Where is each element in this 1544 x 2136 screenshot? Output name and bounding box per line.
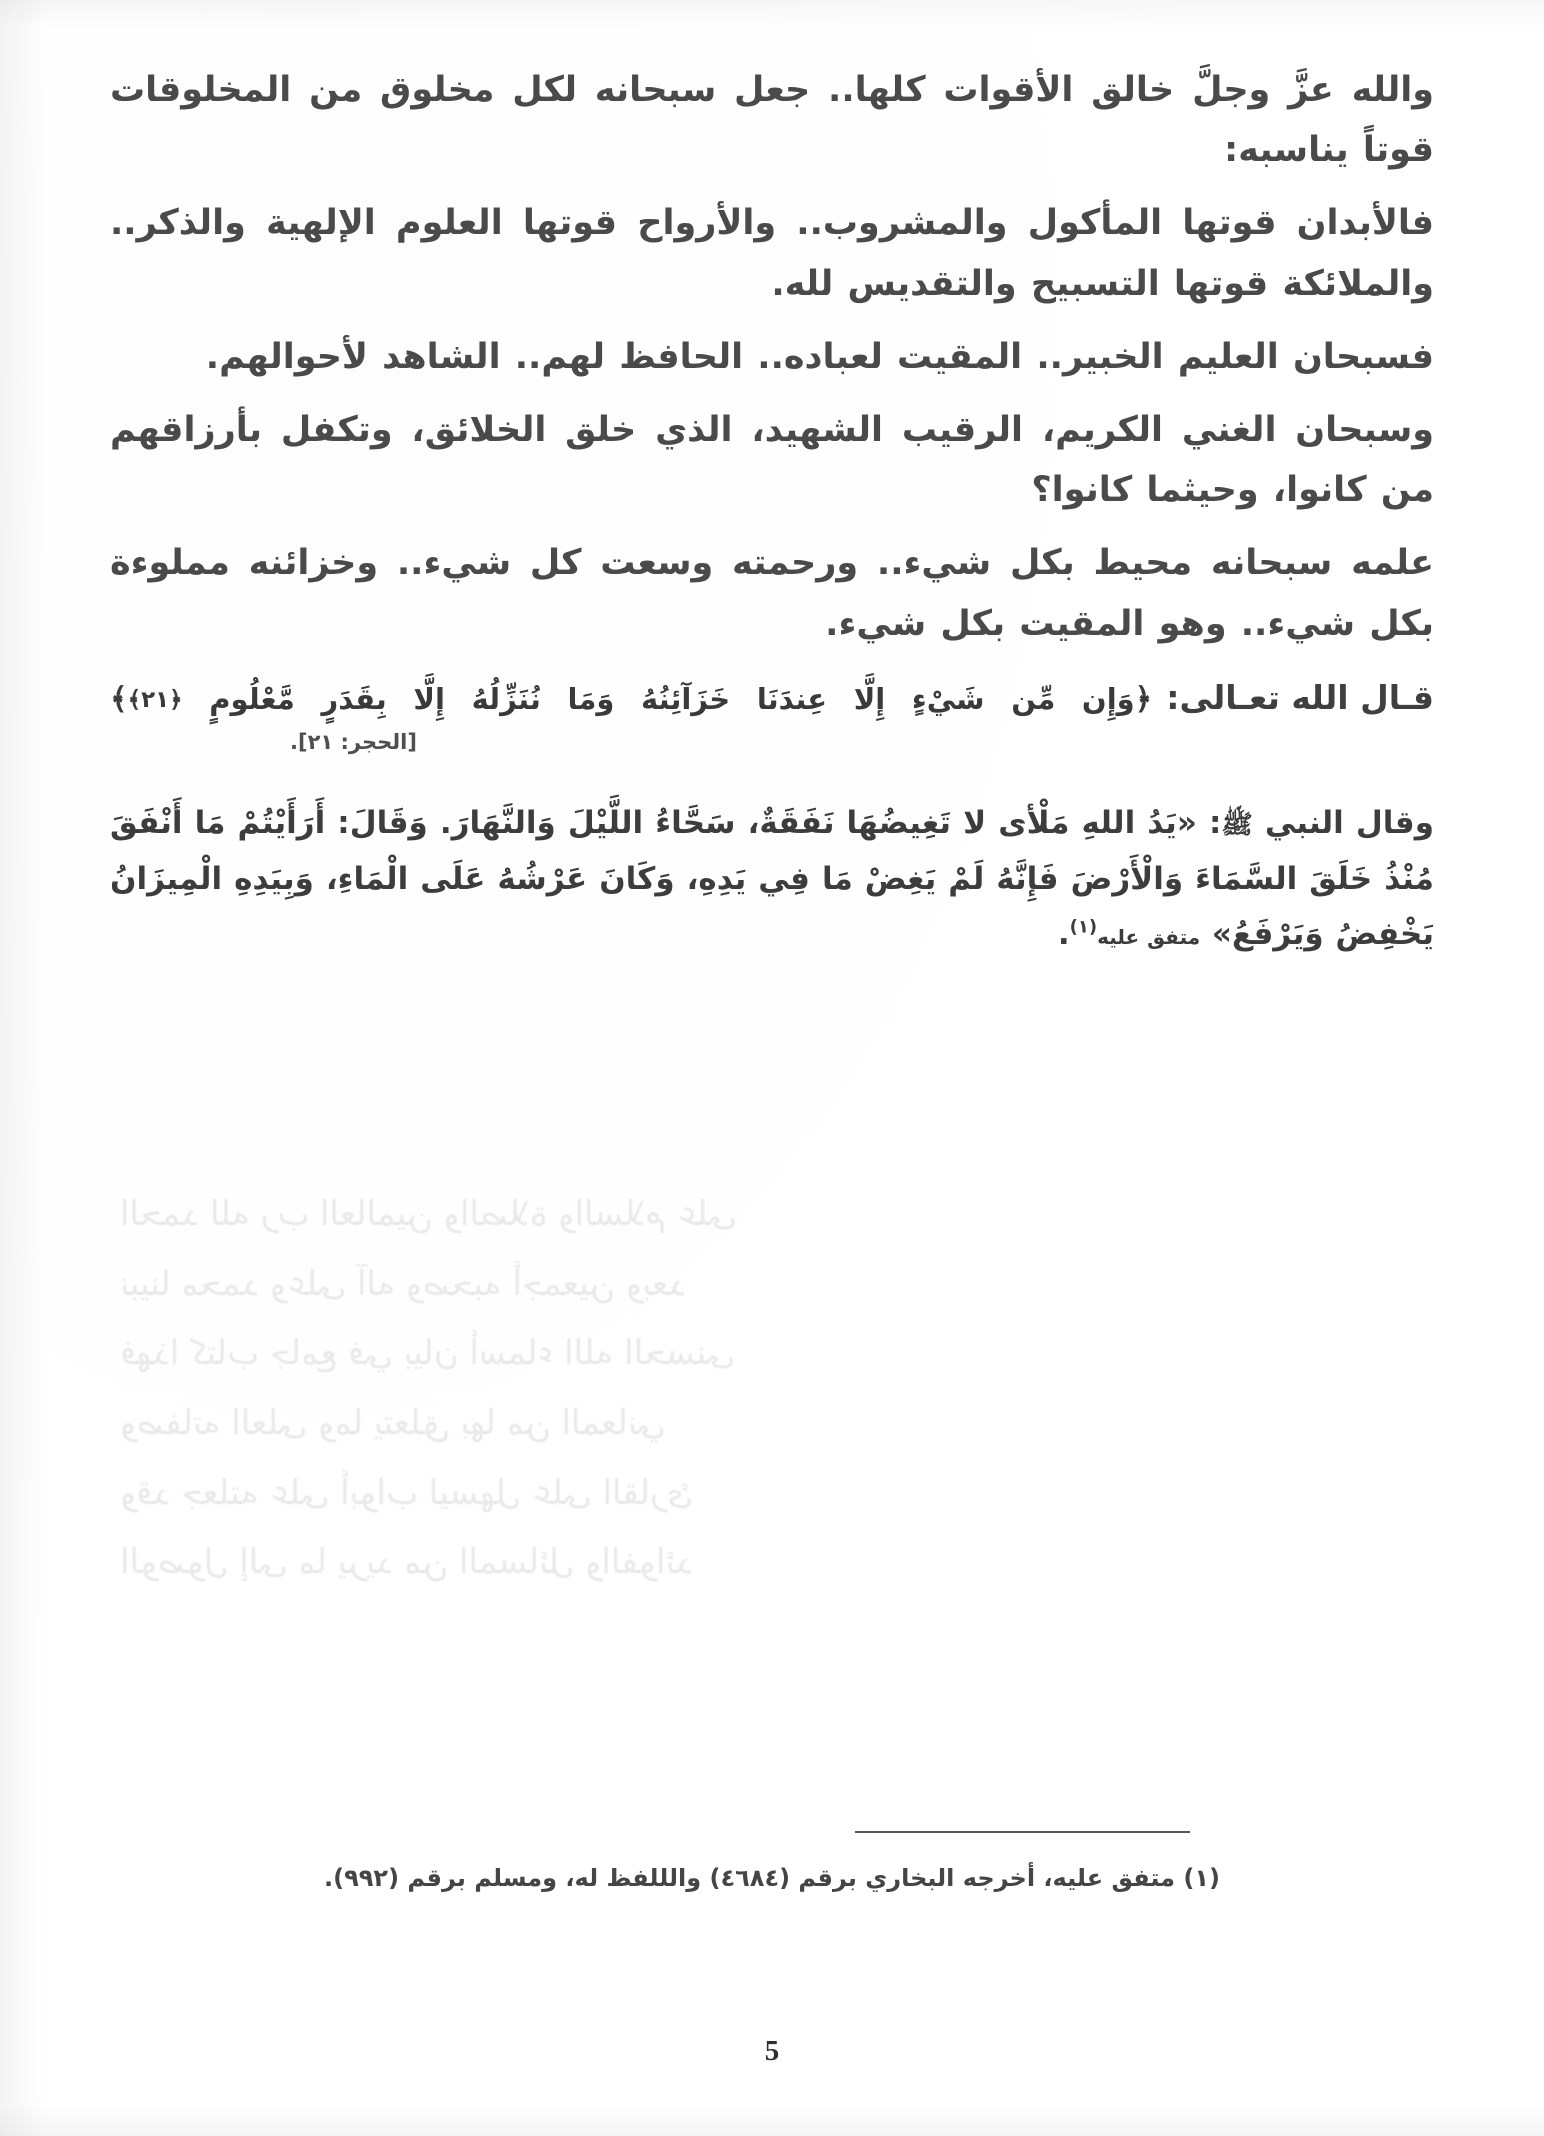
- footnote-separator-rule: [855, 1831, 1190, 1833]
- pbuh-icon: ﷺ: [1221, 810, 1253, 841]
- quran-intro-text: قـال الله تعـالى:: [1166, 677, 1434, 717]
- scan-edge-shadow-bottom: [0, 2102, 1544, 2136]
- quran-quotation-line: [110, 672, 1434, 725]
- bleed-line: نبينا محمد وعلى آله وصحبه أجمعين وبعد: [120, 1263, 686, 1304]
- body-paragraph-3: فسبحان العليم الخبير.. المقيت لعباده.. الحافظ لهم.. الشاهد لأحوالهم.: [205, 336, 1434, 377]
- quran-verse-text: [110, 676, 1152, 724]
- scan-edge-shadow-left: [0, 0, 46, 2136]
- hadith-intro: وقال النبي: [1264, 805, 1435, 842]
- bleed-line: الوصول إلى ما يريد من المسائل والفوائد: [120, 1542, 693, 1583]
- hadith-end-punctuation: .: [1057, 915, 1070, 952]
- body-paragraph-5: علمه سبحانه محيط بكل شيء.. ورحمته وسعت كل شيء.. وخزائنه مملوءة بكل شيء.. وهو المقيت بكل شيء.: [110, 543, 1434, 644]
- body-paragraph-1: والله عزَّ وجلَّ خالق الأقوات كلها.. جعل سبحانه لكل مخلوق من المخلوقات قوتاً يناسبه:: [110, 70, 1434, 171]
- footnote-marker: (١): [1069, 916, 1098, 938]
- hadith-block: [110, 796, 1434, 962]
- main-text-block: [110, 60, 1434, 962]
- hadith-takhrij: متفق عليه: [1097, 924, 1201, 949]
- footnote-text: (١) متفق عليه، أخرجه البخاري برقم (٤٦٨٤) والللفظ له، ومسلم برقم (٩٩٢).: [324, 1864, 1220, 1892]
- verse-open-bracket-icon: ﴿: [1134, 681, 1153, 717]
- ayah-number-marker: ﴿٢١﴾: [127, 687, 183, 714]
- bleed-line: الحمد لله رب العالمين والصلاة والسلام على: [120, 1194, 737, 1234]
- hadith-text: «يَدُ اللهِ مَلْأى لا تَغِيضُهَا نَفَقَةٌ، سَحَّاءُ اللَّيْلَ وَالنَّهَارَ. وَقَالَ: أَرَأَيْتُمْ مَا أَنْفَقَ مُنْذُ خَلَقَ السَّمَاءَ وَالْأَرْضَ فَإِنَّهُ لَمْ يَغِضْ مَا فِي يَدِهِ، وَكَانَ عَرْشُهُ عَلَى الْمَاءِ، وَبِيَدِهِ الْمِيزَانُ يَخْفِضُ وَيَرْفَعُ»: [110, 805, 1434, 952]
- page-number: 5: [764, 2035, 780, 2067]
- bleed-line: وقد جعلته على أبواب ليسهل على القارئ: [120, 1472, 693, 1513]
- bleed-through-ghost-text: [120, 1180, 1424, 1598]
- quran-verse-body: وَإِن مِّن شَيْءٍ إِلَّا عِندَنَا خَزَآئِنُهُ وَمَا نُنَزِّلُهُ إِلَّا بِقَدَرٍ مَّعْلُومٍ: [209, 681, 1135, 716]
- scan-edge-shadow-top: [0, 0, 1544, 30]
- hadith-colon: :: [1208, 805, 1222, 842]
- quran-reference: [الحجر: ٢١].: [290, 730, 417, 755]
- verse-close-bracket-icon: ﴾: [110, 681, 128, 717]
- bleed-line: وصفاته العلى وما يتعلق بها من المعاني: [120, 1403, 666, 1444]
- body-paragraph-4: وسبحان الغني الكريم، الرقيب الشهيد، الذي خلق الخلائق، وتكفل بأرزاقهم من كانوا، وحيثما كانوا؟: [110, 409, 1434, 511]
- bleed-line: فهذا كتاب جامع في بيان أسماء الله الحسنى: [120, 1333, 735, 1374]
- body-paragraph-2: فالأبدان قوتها المأكول والمشروب.. والأرواح قوتها العلوم الإلهية والذكر.. والملائكة قوتها التسبيح والتقديس لله.: [110, 203, 1434, 304]
